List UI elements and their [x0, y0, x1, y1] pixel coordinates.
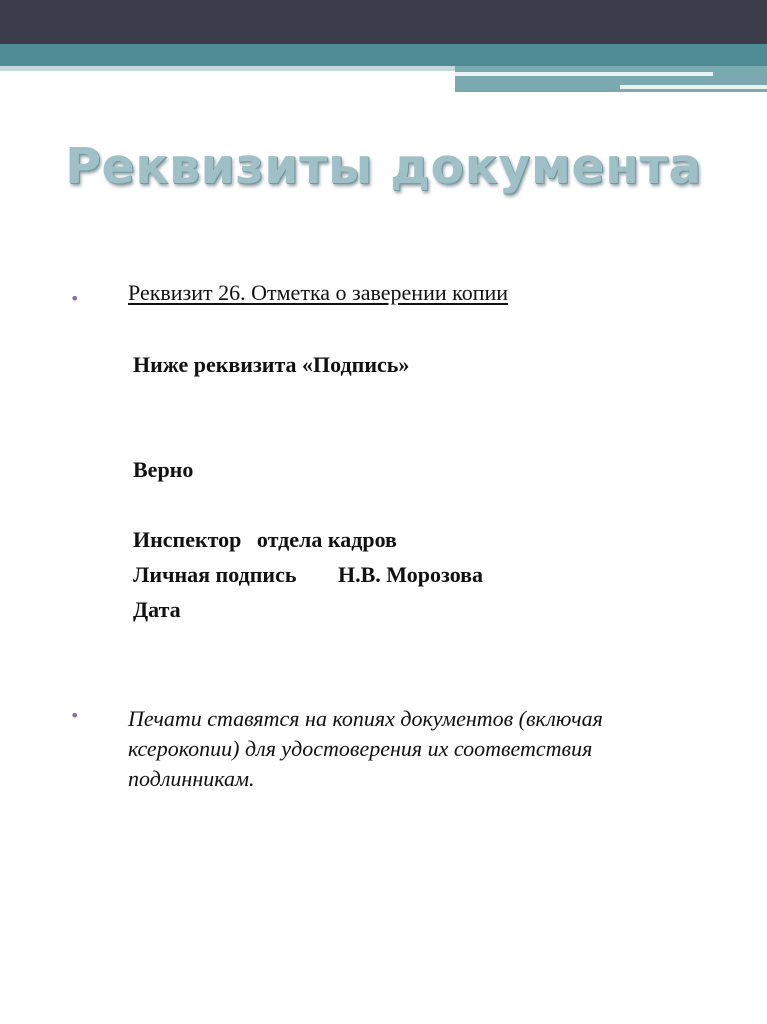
position-note: Ниже реквизита «Подпись»	[133, 352, 410, 377]
note-line: ксерокопии) для удостоверения их соответствия	[128, 736, 593, 761]
header-band-light	[0, 66, 455, 71]
note-line: Печати ставятся на копиях документов (включая	[128, 706, 603, 731]
section-heading: Реквизит 26. Отметка о заверении копии	[128, 280, 509, 305]
sample-signature-line	[133, 562, 483, 588]
header-stripe-1	[455, 72, 713, 76]
sample-position-title: Инспектор	[133, 527, 242, 552]
slide-title: Реквизиты документа	[65, 138, 702, 195]
sample-signer-name: Н.В. Морозова	[337, 562, 484, 587]
bullet-icon: •	[70, 289, 80, 308]
header-stripe-2	[620, 85, 767, 89]
note-line: подлинникам.	[128, 766, 255, 791]
sample-date-label: Дата	[133, 597, 181, 622]
bullet-icon: •	[70, 706, 80, 725]
header-band-teal	[0, 44, 767, 66]
header-band-dark	[0, 0, 767, 44]
sample-verno: Верно	[133, 457, 194, 482]
note-paragraph	[128, 704, 708, 794]
sample-position-line	[133, 527, 397, 553]
sample-signature-label: Личная подпись	[133, 562, 297, 587]
sample-department: отдела кадров	[256, 527, 397, 552]
